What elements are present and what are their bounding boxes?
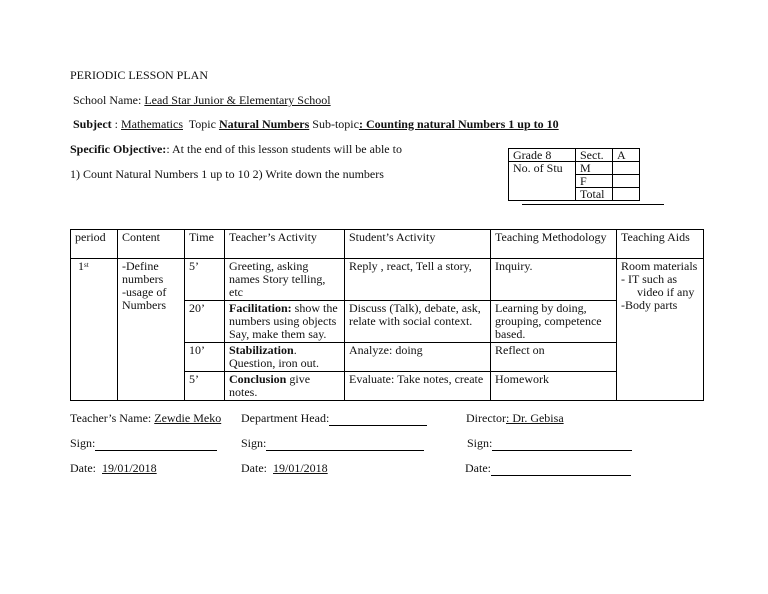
- table-row: [71, 259, 704, 301]
- school-name-line: [73, 94, 331, 108]
- director-label: Director: [466, 411, 506, 425]
- grade-row-f: F: [576, 175, 613, 188]
- sect-label: Sect.: [576, 149, 613, 162]
- grade-cell-m: [613, 162, 640, 175]
- department-sign-blank[interactable]: [266, 438, 424, 451]
- content-line: -usage of: [122, 285, 167, 299]
- department-sign-line: [241, 437, 424, 451]
- subject-separator: :: [114, 117, 119, 131]
- lesson-plan-table: [70, 229, 704, 401]
- teacher-activity-text: show the numbers using objects Say, make them say.: [229, 301, 338, 341]
- teacher-sign-label: Sign:: [70, 436, 96, 450]
- student-activity-cell: Analyze: doing: [345, 343, 491, 372]
- header-teacher-activity: Teacher’s Activity: [225, 230, 345, 259]
- header-teaching-aids: Teaching Aids: [617, 230, 704, 259]
- director-line: [466, 412, 564, 426]
- department-head-line: [241, 412, 427, 426]
- teaching-aids-cell: [617, 259, 704, 401]
- methodology-cell: Reflect on: [491, 343, 617, 372]
- topic-label: Topic: [188, 117, 216, 131]
- time-cell: 10’: [185, 343, 225, 372]
- teacher-name-label: Teacher’s Name:: [70, 411, 155, 425]
- department-head-label: Department Head:: [241, 411, 330, 425]
- grade-row-m: M: [576, 162, 613, 175]
- director-date-label: Date:: [465, 461, 491, 475]
- teacher-name-value: Zewdie Meko: [154, 411, 222, 425]
- objective-text: : At the end of this lesson students will be able to: [166, 142, 402, 156]
- objective-items: 1) Count Natural Numbers 1 up to 10 2) Write down the numbers: [70, 167, 384, 181]
- period-cell: [71, 259, 118, 401]
- teacher-sign-line: [70, 437, 217, 451]
- director-sign-line: [467, 437, 632, 451]
- director-sign-blank[interactable]: [492, 438, 632, 451]
- school-name-label: School Name:: [73, 93, 142, 107]
- teacher-activity-phase: Facilitation:: [229, 301, 292, 315]
- subject-label: Subject: [73, 117, 112, 131]
- director-date-line: [465, 462, 631, 476]
- aid-line: -Body parts: [621, 298, 678, 312]
- school-name-value: Lead Star Junior & Elementary School: [144, 93, 331, 107]
- subject-value: Mathematics: [121, 117, 183, 131]
- teacher-sign-blank[interactable]: [95, 438, 217, 451]
- teacher-name-line: [70, 412, 221, 426]
- teacher-activity-cell: [225, 372, 345, 401]
- objective-label: Specific Objective:: [70, 142, 167, 156]
- period-suffix: st: [84, 261, 89, 269]
- header-period: period: [71, 230, 118, 259]
- teacher-activity-text: give notes.: [229, 372, 311, 399]
- content-line: numbers: [122, 272, 164, 286]
- methodology-cell: Learning by doing, grouping, competence based.: [491, 301, 617, 343]
- methodology-cell: Homework: [491, 372, 617, 401]
- grade-table-underline: [522, 204, 664, 205]
- director-sign-label: Sign:: [467, 436, 493, 450]
- period-number: 1: [78, 259, 84, 273]
- sect-value: A: [613, 149, 640, 162]
- department-sign-label: Sign:: [241, 436, 267, 450]
- aid-line: - IT such as: [621, 272, 678, 286]
- subtopic-label: Sub-topic: [312, 117, 359, 131]
- teacher-date-line: [70, 462, 157, 476]
- department-date-label: Date:: [241, 461, 273, 475]
- methodology-cell: Inquiry.: [491, 259, 617, 301]
- director-date-blank[interactable]: [491, 463, 631, 476]
- teacher-activity-phase: Stabilization: [229, 343, 294, 357]
- teacher-activity-phase: Conclusion: [229, 372, 287, 386]
- teacher-activity-cell: [225, 343, 345, 372]
- teacher-activity-text: Greeting, asking names Story telling, etc: [229, 259, 326, 299]
- department-date-line: [241, 462, 328, 476]
- content-line: -Define: [122, 259, 159, 273]
- header-student-activity: Student’s Activity: [345, 230, 491, 259]
- objective-line: [70, 143, 402, 157]
- grade-label: Grade 8: [509, 149, 576, 162]
- grade-row-total: Total: [576, 188, 613, 201]
- aid-line: video if any: [637, 285, 695, 299]
- topic-value: Natural Numbers: [218, 117, 310, 131]
- grade-cell-f: [613, 175, 640, 188]
- students-label: No. of Stu: [509, 162, 576, 201]
- header-time: Time: [185, 230, 225, 259]
- teacher-date-label: Date:: [70, 461, 102, 475]
- grade-cell-total: [613, 188, 640, 201]
- table-header-row: [71, 230, 704, 259]
- header-teaching-methodology: Teaching Methodology: [491, 230, 617, 259]
- aid-line: Room materials: [621, 259, 698, 273]
- student-activity-cell: Discuss (Talk), debate, ask, relate with social context.: [345, 301, 491, 343]
- time-cell: 5’: [185, 372, 225, 401]
- header-content: Content: [118, 230, 185, 259]
- teacher-activity-cell: [225, 259, 345, 301]
- subtopic-value: : Counting natural Numbers 1 up to 10: [358, 117, 559, 131]
- teacher-date-value: 19/01/2018: [102, 461, 157, 475]
- teacher-activity-cell: [225, 301, 345, 343]
- content-cell: [118, 259, 185, 401]
- subject-line: [73, 118, 559, 132]
- department-date-value: 19/01/2018: [273, 461, 328, 475]
- grade-table: [508, 148, 640, 201]
- content-line: Numbers: [122, 298, 166, 312]
- department-head-blank[interactable]: [329, 413, 427, 426]
- time-cell: 20’: [185, 301, 225, 343]
- director-name-value: : Dr. Gebisa: [505, 411, 564, 425]
- document-title: PERIODIC LESSON PLAN: [70, 68, 209, 82]
- student-activity-cell: Evaluate: Take notes, create: [345, 372, 491, 401]
- time-cell: 5’: [185, 259, 225, 301]
- student-activity-cell: Reply , react, Tell a story,: [345, 259, 491, 301]
- teacher-activity-text: . Question, iron out.: [229, 343, 319, 370]
